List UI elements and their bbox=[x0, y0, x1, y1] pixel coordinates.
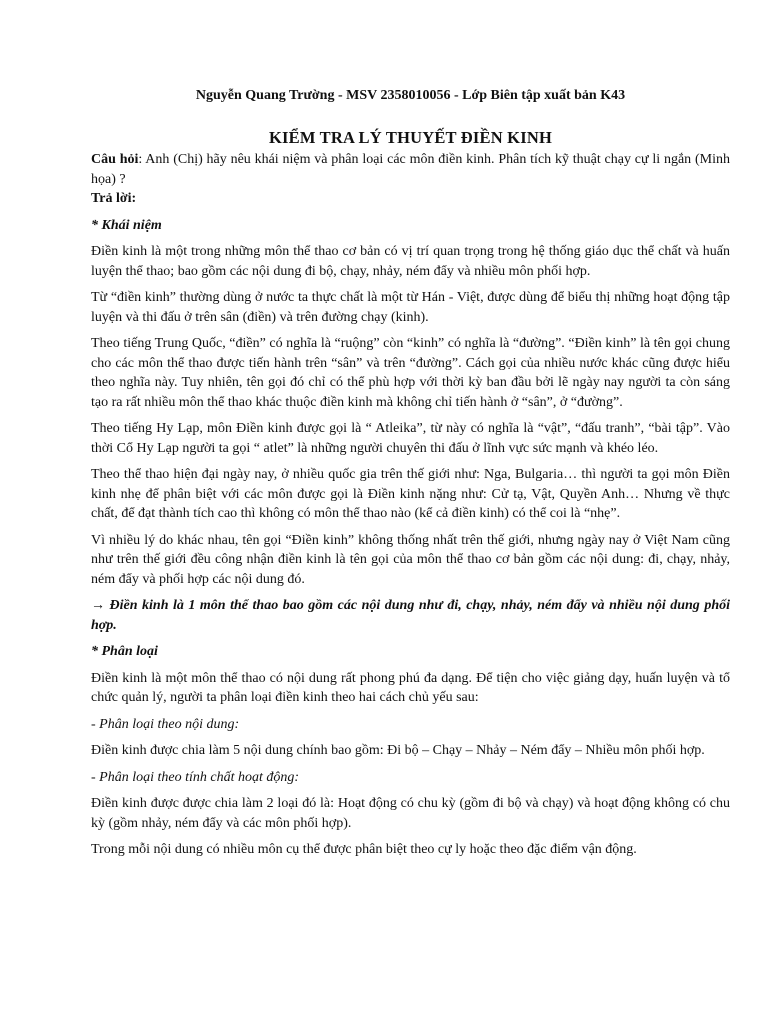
question-label: Câu hỏi bbox=[91, 152, 139, 167]
question bbox=[91, 150, 730, 189]
paragraph: Trong mỗi nội dung có nhiều môn cụ thể được phân biệt theo cự ly hoặc theo đặc điểm vận động. bbox=[91, 842, 637, 857]
subheading-by-content: - Phân loại theo nội dung: bbox=[91, 716, 240, 732]
question-text: : Anh (Chị) hãy nêu khái niệm và phân loại các môn điền kinh. Phân tích kỹ thuật chạy cự li ngắn (Minh họa) ? bbox=[91, 152, 730, 187]
paragraph: Theo thể thao hiện đại ngày nay, ở nhiều quốc gia trên thế giới như: Nga, Bulgaria… thì người ta gọi môn Điền kinh nhẹ để phân biệt với các môn được gọi là Điền kinh nặng như: Cử tạ, Vật, Quyền Anh… Nhưng về thực chất, để đạt thành tích cao thì không có môn thể thao nào (kể cả điền kinh) có thể coi là “nhẹ”. bbox=[91, 467, 730, 521]
subheading-by-activity: - Phân loại theo tính chất hoạt động: bbox=[91, 769, 300, 785]
section-heading-classification: * Phân loại bbox=[91, 644, 158, 659]
paragraph: Điền kinh được chia làm 5 nội dung chính bao gồm: Đi bộ – Chạy – Nhảy – Ném đẩy – Nhiều môn phối hợp. bbox=[91, 743, 705, 758]
paragraph: Từ “điền kinh” thường dùng ở nước ta thực chất là một từ Hán - Việt, được dùng để biểu thị những hoạt động tập luyện và thi đấu ở trên sân (điền) và trên đường chạy (kinh). bbox=[91, 290, 730, 325]
author-line: Nguyễn Quang Trường - MSV 2358010056 - Lớp Biên tập xuất bản K43 bbox=[195, 88, 626, 103]
section-heading-concept: * Khái niệm bbox=[91, 217, 162, 233]
answer-label: Trả lời: bbox=[91, 191, 137, 206]
page-title: KIỂM TRA LÝ THUYẾT ĐIỀN KINH bbox=[269, 127, 552, 147]
paragraph: Điền kinh là một trong những môn thể thao cơ bản có vị trí quan trọng trong hệ thống giáo dục thể chất và huấn luyện thể thao; bao gồm các nội dung đi bộ, chạy, nhảy, ném đẩy và nhiều môn phối hợp. bbox=[91, 244, 730, 279]
paragraph: Điền kinh được được chia làm 2 loại đó là: Hoạt động có chu kỳ (gồm đi bộ và chạy) và hoạt động không có chu kỳ (gồm nhảy, ném đẩy và các môn phối hợp). bbox=[91, 796, 730, 831]
paragraph: Theo tiếng Hy Lạp, môn Điền kinh được gọi là “ Atleika”, từ này có nghĩa là “vật”, “đấu tranh”, “bài tập”. Vào thời Cổ Hy Lạp người ta gọi “ atlet” là những người chuyên thi đấu ở lĩnh vực sức mạnh và khéo léo. bbox=[91, 421, 730, 456]
classification-intro: Điền kinh là một môn thể thao có nội dung rất phong phú đa dạng. Để tiện cho việc giảng dạy, huấn luyện và tổ chức quản lý, người ta phân loại điền kinh theo hai cách chủ yếu sau: bbox=[91, 670, 730, 705]
paragraph: Theo tiếng Trung Quốc, “điền” có nghĩa là “ruộng” còn “kinh” có nghĩa là “đường”. “Điền kinh” là tên gọi chung cho các môn thể thao được tiến hành trên “sân” và trên “đường”. Cách gọi của nhiều nước khác cũng được hiểu theo nghĩa này. Tuy nhiên, tên gọi đó chỉ có thể phù hợp với thời kỳ ban đầu bởi lẽ ngày nay người ta còn sáng tạo ra rất nhiều môn thể thao khác thuộc điền kinh mà không chỉ tiến hành ở “sân”, ở “đường”. bbox=[91, 336, 730, 410]
conclusion: → Điền kinh là 1 môn thể thao bao gồm các nội dung như đi, chạy, nhảy, ném đẩy và nhiều nội dung phối hợp. bbox=[91, 598, 730, 633]
paragraph: Vì nhiều lý do khác nhau, tên gọi “Điền kinh” không thống nhất trên thế giới, nhưng ngày nay ở Việt Nam cũng như trên thế giới đều công nhận điền kinh là tên gọi của môn thể thao cơ bản gồm các nội dung: đi, chạy, nhảy, ném đẩy và phối hợp các nội dung đó. bbox=[91, 532, 730, 587]
